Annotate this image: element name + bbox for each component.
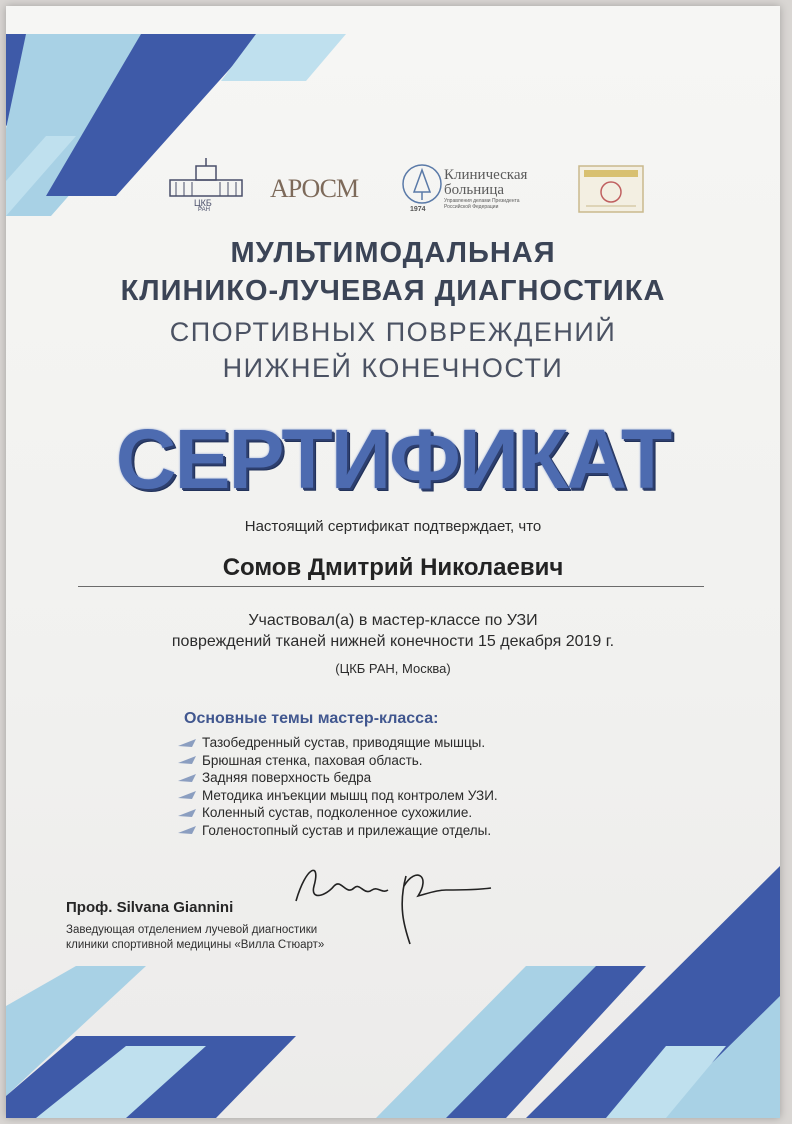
hospital-year: 1974 bbox=[410, 206, 426, 213]
list-item: Тазобедренный сустав, приводящие мышцы. bbox=[178, 734, 498, 752]
confirm-text: Настоящий сертификат подтверждает, что bbox=[244, 518, 542, 535]
title-line-3: СПОРТИВНЫХ ПОВРЕЖДЕНИЙ bbox=[169, 317, 617, 347]
list-item: Голеностопный сустав и прилежащие отделы. bbox=[178, 822, 498, 840]
title-line-4: НИЖНЕЙ КОНЕЧНОСТИ bbox=[222, 353, 564, 383]
participation-line-1: Участвовал(а) в мастер-классе по УЗИ bbox=[248, 612, 538, 629]
title-line-2: КЛИНИКО-ЛУЧЕВАЯ ДИАГНОСТИКА bbox=[120, 275, 666, 307]
logos-row bbox=[166, 156, 666, 226]
list-item: Брюшная стенка, паховая область. bbox=[178, 752, 498, 770]
arrow-bullet-icon bbox=[178, 755, 198, 765]
certificate-badge-icon bbox=[576, 160, 646, 216]
hospital-emblem bbox=[400, 162, 444, 218]
badge-logo bbox=[576, 160, 646, 216]
hospital-name bbox=[444, 168, 534, 210]
certificate-paper bbox=[6, 6, 780, 1118]
signer-name: Проф. Silvana Giannini bbox=[66, 899, 234, 916]
hospital-tree-icon bbox=[400, 162, 444, 208]
list-item: Задняя поверхность бедра bbox=[178, 769, 498, 787]
topics-title: Основные темы мастер-класса: bbox=[184, 710, 439, 727]
participation-location: (ЦКБ РАН, Москва) bbox=[335, 661, 451, 676]
arosm-logo: AРОСМ bbox=[270, 174, 359, 203]
title-main bbox=[6, 234, 780, 310]
hospital-subtitle: Управления делами Президента Российской Федерации bbox=[444, 198, 520, 210]
arrow-bullet-icon bbox=[178, 808, 198, 818]
title-sub bbox=[6, 314, 780, 386]
certificate-heading: СЕРТИФИКАТ bbox=[115, 412, 671, 506]
name-underline bbox=[78, 586, 704, 587]
signer-position-1: Заведующая отделением лучевой диагностики bbox=[66, 924, 318, 936]
arrow-bullet-icon bbox=[178, 738, 198, 748]
building-icon bbox=[166, 156, 246, 202]
cbk-label: ЦКБ bbox=[194, 198, 212, 208]
cbk-sub-label: РАН bbox=[198, 207, 210, 213]
cbk-logo bbox=[166, 156, 246, 216]
topics-list bbox=[178, 734, 498, 839]
arrow-bullet-icon bbox=[178, 790, 198, 800]
arrow-bullet-icon bbox=[178, 773, 198, 783]
signature-icon bbox=[286, 856, 506, 946]
participation-line-2: повреждений тканей нижней конечности 15 декабря 2019 г. bbox=[171, 633, 615, 650]
list-item: Коленный сустав, подколенное сухожилие. bbox=[178, 804, 498, 822]
signer-position-2: клиники спортивной медицины «Вилла Стюарт» bbox=[66, 939, 325, 951]
list-item: Методика инъекции мышц под контролем УЗИ. bbox=[178, 787, 498, 805]
hospital-title-1: Клиническая bbox=[444, 167, 528, 183]
hospital-title-2: больница bbox=[444, 182, 504, 198]
title-line-1: МУЛЬТИМОДАЛЬНАЯ bbox=[230, 237, 556, 269]
recipient-name: Сомов Дмитрий Николаевич bbox=[222, 554, 564, 581]
arrow-bullet-icon bbox=[178, 825, 198, 835]
